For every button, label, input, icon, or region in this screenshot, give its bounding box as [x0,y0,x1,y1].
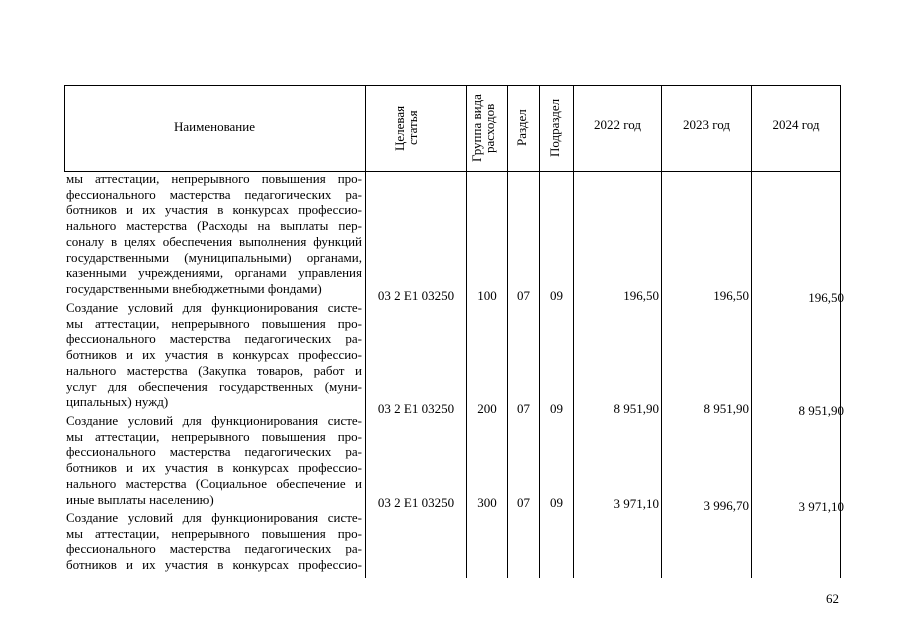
description-line: ботников и их участия в конкурсах профессио- [66,202,362,218]
header-2024: 2024 год [772,117,820,132]
description-line: ботников и их участия в конкурсах профессио- [66,460,362,476]
amount-2023-cell: 3 996,70 [703,498,749,513]
target-article-cell: 03 2 E1 03250 [377,495,455,510]
description-line: ципальных) нужд) [66,394,169,410]
description-line: государственными внебюджетными фондами) [66,280,322,296]
description-line: мы аттестации, непрерывного повышения про- [66,525,362,541]
section-cell: 07 [517,401,530,416]
row-description [66,171,362,297]
row-description [66,413,362,507]
subsection-cell: 09 [550,288,563,303]
description-line: ботников и их участия в конкурсах профессио- [66,557,362,573]
header-2023: 2023 год [683,117,730,132]
description-line: мы аттестации, непрерывного повышения про- [66,171,362,186]
header-target-article: Целевая статья [392,105,420,151]
amount-2023-cell: 8 951,90 [703,401,749,416]
description-line: соналу в целях обеспечения выполнения функций [66,233,362,249]
description-line: мы аттестации, непрерывного повышения про- [66,428,362,444]
target-article-cell: 03 2 E1 03250 [377,288,455,303]
section-cell: 07 [517,495,530,510]
expense-group-cell: 300 [477,495,497,510]
subsection-cell: 09 [550,495,563,510]
target-article-cell: 03 2 E1 03250 [377,401,455,416]
header-expense-group: Группа вида расходов [469,94,497,162]
description-line: казенными учреждениями, органами управления [66,265,362,281]
description-line: услуг для обеспечения государственных (муни- [66,378,362,394]
header-subsection: Подраздел [547,98,562,158]
table-top-border [64,85,841,86]
amount-2022-cell: 196,50 [623,288,659,303]
row-description [66,300,362,410]
description-line: нального мастерства (Социальное обеспечение и [66,475,362,491]
header-2022: 2022 год [594,117,641,132]
expense-group-cell: 100 [477,288,497,303]
header-section: Раздел [514,109,529,147]
description-line: Создание условий для функционирования систе- [66,510,362,525]
description-line: государственными (муниципальными) органами, [66,249,362,265]
section-cell: 07 [517,288,530,303]
page-number: 62 [826,591,839,606]
description-line: фессионального мастерства педагогических ра- [66,331,362,347]
expense-group-cell: 200 [477,401,497,416]
amount-2024-cell: 8 951,90 [798,403,844,418]
amount-2022-cell: 3 971,10 [613,496,659,511]
header-name: Наименование [174,119,255,134]
description-line: ботников и их участия в конкурсах профессио- [66,347,362,363]
amount-2024-cell: 196,50 [808,290,844,305]
amount-2024-cell: 3 971,10 [798,499,844,514]
row-description [66,510,362,573]
description-line: Создание условий для функционирования систе- [66,413,362,428]
description-line: фессионального мастерства педагогических ра- [66,444,362,460]
description-line: мы аттестации, непрерывного повышения про- [66,315,362,331]
amount-2023-cell: 196,50 [713,288,749,303]
subsection-cell: 09 [550,401,563,416]
description-line: фессионального мастерства педагогических ра- [66,541,362,557]
description-line: нального мастерства (Закупка товаров, работ и [66,362,362,378]
description-line: нального мастерства (Расходы на выплаты пер- [66,218,362,234]
description-line: иные выплаты населению) [66,491,214,507]
amount-2022-cell: 8 951,90 [613,401,659,416]
description-line: Создание условий для функционирования систе- [66,300,362,315]
description-line: фессионального мастерства педагогических ра- [66,186,362,202]
